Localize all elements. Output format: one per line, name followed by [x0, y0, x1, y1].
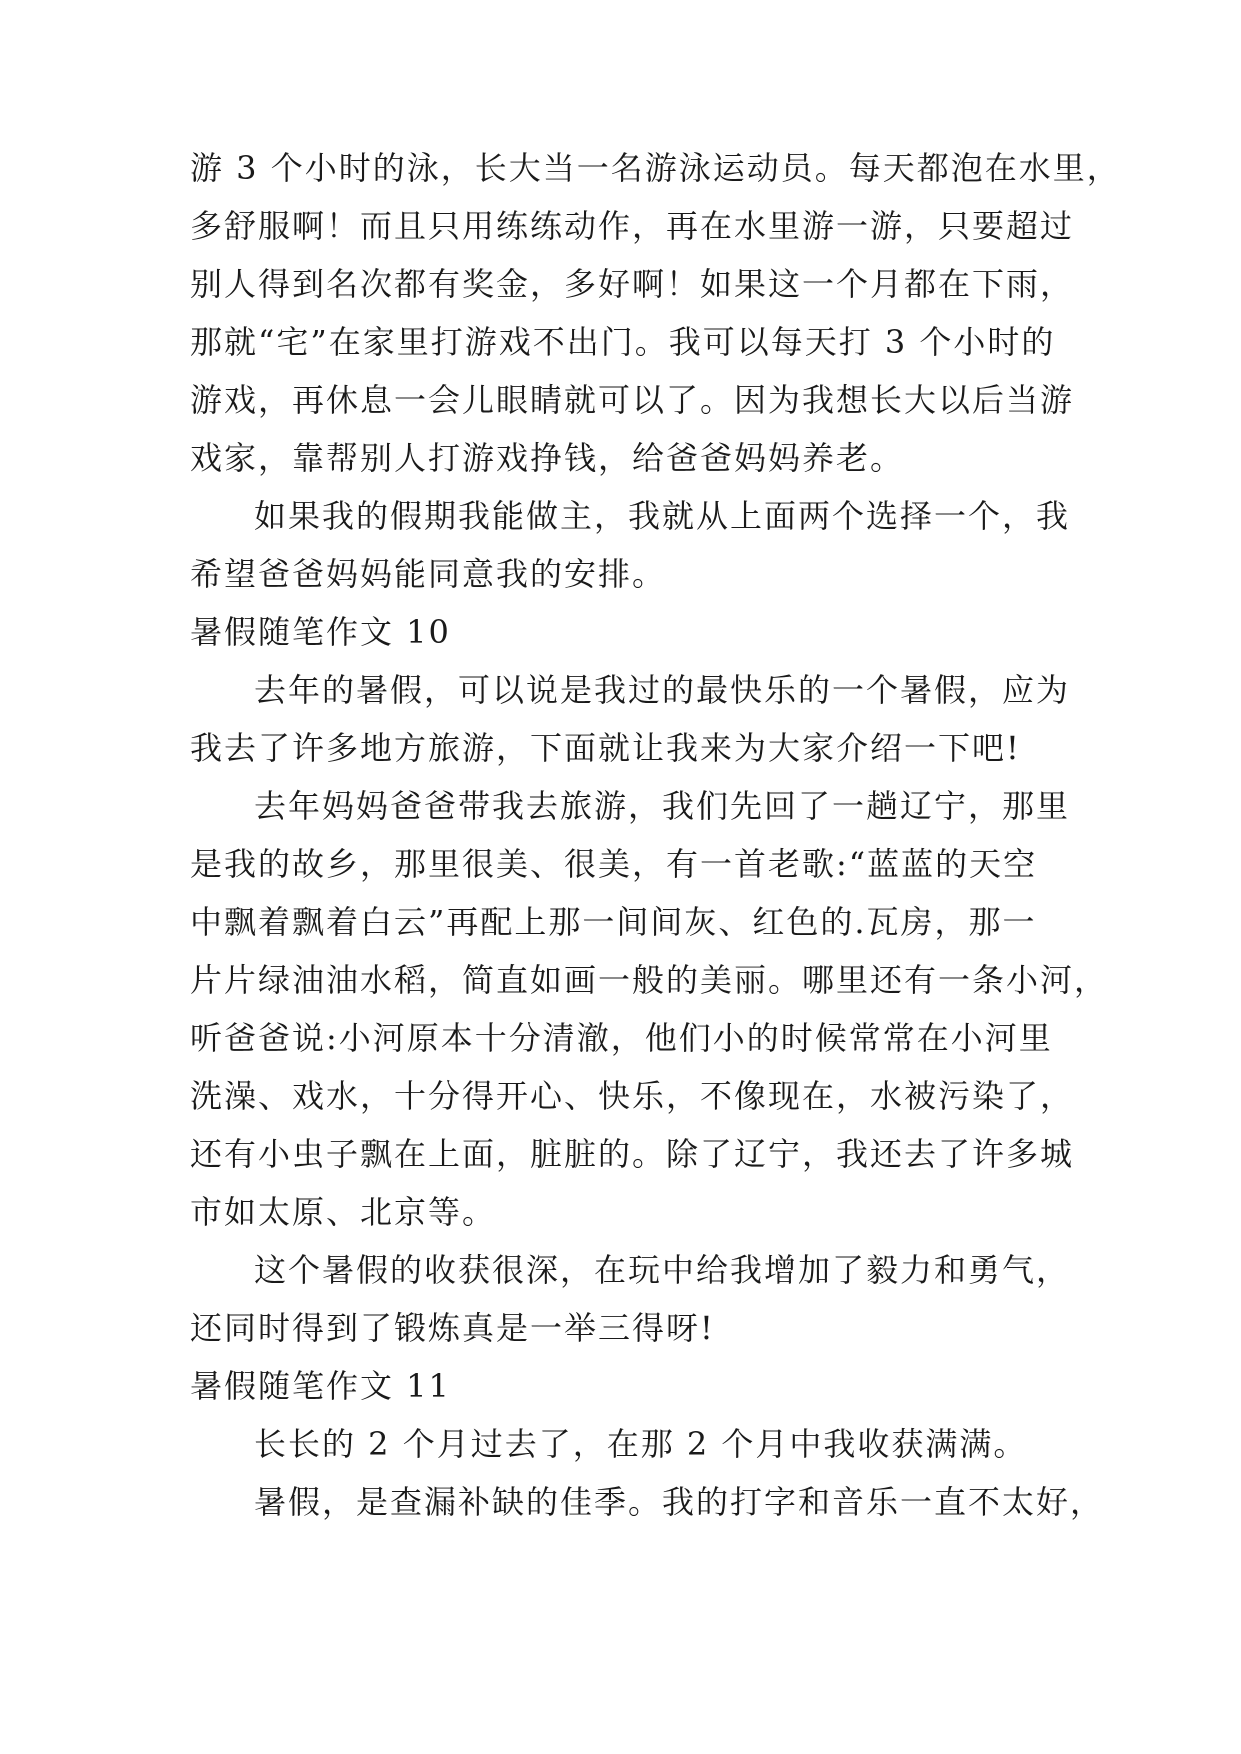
paragraph-first-line: 这个暑假的收获很深，在玩中给我增加了毅力和勇气，: [254, 1251, 1071, 1289]
section-heading: 暑假随笔作文 11: [190, 1367, 451, 1405]
text-line: 我去了许多地方旅游，下面就让我来为大家介绍一下吧!: [190, 729, 1021, 767]
text-line: 听爸爸说:小河原本十分清澈，他们小的时候常常在小河里: [190, 1019, 1053, 1057]
paragraph-first-line: 暑假，是查漏补缺的佳季。我的打字和音乐一直不太好，: [254, 1483, 1105, 1521]
text-line: 游戏，再休息一会儿眼睛就可以了。因为我想长大以后当游: [190, 381, 1075, 419]
text-line: 戏家，靠帮别人打游戏挣钱，给爸爸妈妈养老。: [190, 439, 905, 477]
text-line: 中飘着飘着白云”再配上那一间间灰、红色的.瓦房，那一: [190, 903, 1037, 941]
text-line: 希望爸爸妈妈能同意我的安排。: [190, 555, 667, 593]
text-line: 多舒服啊！而且只用练练动作，再在水里游一游，只要超过: [190, 207, 1075, 245]
section-heading: 暑假随笔作文 10: [190, 613, 451, 651]
text-line: 游 3 个小时的泳，长大当一名游泳运动员。每天都泡在水里，: [190, 149, 1121, 187]
text-line: 还同时得到了锻炼真是一举三得呀!: [190, 1309, 715, 1347]
text-line: 是我的故乡，那里很美、很美，有一首老歌:“蓝蓝的天空: [190, 845, 1038, 883]
paragraph-first-line: 去年的暑假，可以说是我过的最快乐的一个暑假，应为: [254, 671, 1071, 709]
text-line: 那就“宅”在家里打游戏不出门。我可以每天打 3 个小时的: [190, 323, 1056, 361]
text-line: 还有小虫子飘在上面，脏脏的。除了辽宁，我还去了许多城: [190, 1135, 1075, 1173]
paragraph-first-line: 去年妈妈爸爸带我去旅游，我们先回了一趟辽宁，那里: [254, 787, 1071, 825]
text-line: 别人得到名次都有奖金，多好啊！如果这一个月都在下雨，: [190, 265, 1075, 303]
text-line: 市如太原、北京等。: [190, 1193, 497, 1231]
paragraph-first-line: 长长的 2 个月过去了，在那 2 个月中我收获满满。: [254, 1425, 1028, 1463]
text-line: 洗澡、戏水，十分得开心、快乐，不像现在，水被污染了，: [190, 1077, 1075, 1115]
paragraph-first-line: 如果我的假期我能做主，我就从上面两个选择一个，我: [254, 497, 1071, 535]
text-line: 片片绿油油水稻，简直如画一般的美丽。哪里还有一条小河，: [190, 961, 1109, 999]
